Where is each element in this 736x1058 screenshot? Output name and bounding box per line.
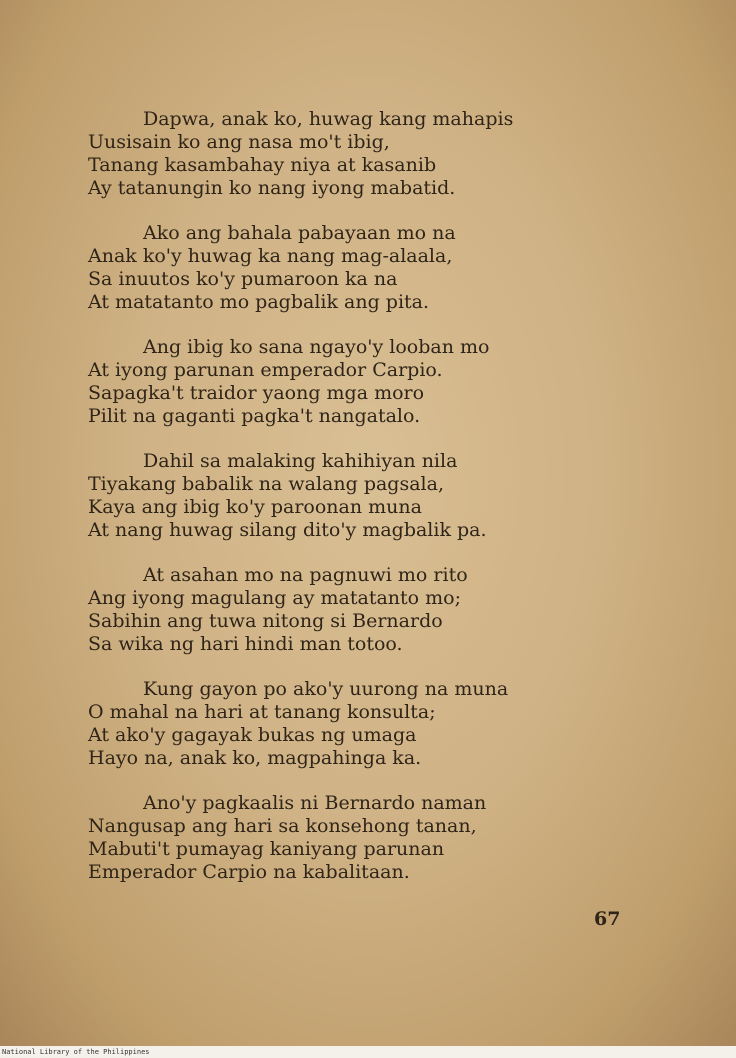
stanza-2 <box>88 222 668 314</box>
poem-line: Dahil sa malaking kahihiyan nila <box>143 450 458 472</box>
poem-line: Sapagka't traidor yaong mga moro <box>88 382 425 404</box>
poem-line: O mahal na hari at tanang konsulta; <box>88 701 436 723</box>
poem-line: Ano'y pagkaalis ni Bernardo naman <box>143 792 487 814</box>
stanza-3 <box>88 336 668 428</box>
poem-line: At nang huwag silang dito'y magbalik pa. <box>88 519 487 541</box>
poem-line: At matatanto mo pagbalik ang pita. <box>88 291 430 313</box>
poem-line: Sa inuutos ko'y pumaroon ka na <box>88 268 398 290</box>
page-number: 67 <box>594 908 621 930</box>
poem-line: Pilit na gaganti pagka't nangatalo. <box>88 405 421 427</box>
poem-line: Ako ang bahala pabayaan mo na <box>143 222 456 244</box>
poem-line: Nangusap ang hari sa konsehong tanan, <box>88 815 477 837</box>
poem-line: Dapwa, anak ko, huwag kang mahapis <box>143 108 514 130</box>
stanza-4 <box>88 450 668 542</box>
poem-line: Tanang kasambahay niya at kasanib <box>88 154 437 176</box>
poem-text <box>88 108 668 906</box>
poem-line: At asahan mo na pagnuwi mo rito <box>143 564 468 586</box>
poem-line: Sabihin ang tuwa nitong si Bernardo <box>88 610 443 632</box>
stanza-1 <box>88 108 668 200</box>
library-credit: National Library of the Philippines <box>2 1048 150 1056</box>
poem-line: Uusisain ko ang nasa mo't ibig, <box>88 131 390 153</box>
footer-strip <box>0 1046 736 1058</box>
poem-line: Mabuti't pumayag kaniyang parunan <box>88 838 445 860</box>
poem-line: Kung gayon po ako'y uurong na muna <box>143 678 509 700</box>
poem-line: Ang iyong magulang ay matatanto mo; <box>88 587 462 609</box>
poem-line: Sa wika ng hari hindi man totoo. <box>88 633 403 655</box>
stanza-6 <box>88 678 668 770</box>
stanza-7 <box>88 792 668 884</box>
poem-line: Hayo na, anak ko, magpahinga ka. <box>88 747 422 769</box>
poem-line: Ay tatanungin ko nang iyong mabatid. <box>88 177 456 199</box>
poem-line: Emperador Carpio na kabalitaan. <box>88 861 410 883</box>
poem-line: Anak ko'y huwag ka nang mag-alaala, <box>88 245 453 267</box>
poem-line: Ang ibig ko sana ngayo'y looban mo <box>143 336 490 358</box>
poem-line: At iyong parunan emperador Carpio. <box>88 359 443 381</box>
stanza-5 <box>88 564 668 656</box>
poem-line: At ako'y gagayak bukas ng umaga <box>88 724 417 746</box>
poem-line: Tiyakang babalik na walang pagsala, <box>88 473 444 495</box>
poem-line: Kaya ang ibig ko'y paroonan muna <box>88 496 422 518</box>
